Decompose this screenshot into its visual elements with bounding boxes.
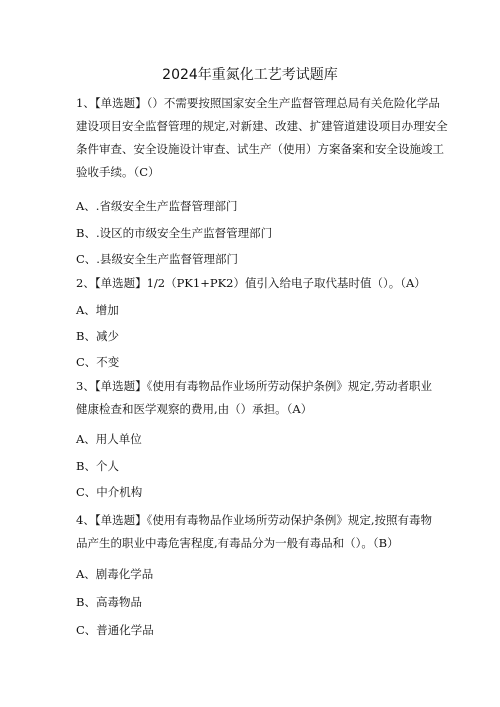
question-2-text [76, 272, 436, 295]
question-line: 2、【单选题】1/2（PK1+PK2）值引入给电子取代基时值（）。（A） [76, 276, 426, 290]
question-4-option-b: B、高毒物品 [76, 595, 142, 609]
page-title: 2024年重氮化工艺考试题库 [162, 67, 338, 83]
question-3-option-a: A、用人单位 [76, 432, 142, 446]
question-4-text [76, 509, 436, 555]
question-line: 条件审查、安全设施设计审查、试生产（使用）方案备案和安全设施竣工 [76, 142, 444, 156]
question-2-option-b: B、减少 [76, 329, 119, 343]
question-line: 3、【单选题】《使用有毒物品作业场所劳动保护条例》规定,劳动者职业 [76, 379, 432, 393]
question-1-option-a: A、.省级安全生产监督管理部门 [76, 199, 238, 213]
question-4-option-a: A、剧毒化学品 [76, 567, 154, 581]
question-1-option-b: B、.设区的市级安全生产监督管理部门 [76, 226, 273, 240]
question-line: 品产生的职业中毒危害程度,有毒品分为一般有毒品和（）。（B） [76, 536, 399, 550]
question-line: 1、【单选题】（）不需要按照国家安全生产监督管理总局有关危险化学品 [76, 96, 440, 110]
question-1-option-c: C、.县级安全生产监督管理部门 [76, 252, 238, 266]
question-2-option-a: A、增加 [76, 303, 119, 317]
question-3-option-b: B、个人 [76, 459, 119, 473]
question-3-text [76, 375, 436, 421]
question-line: 4、【单选题】《使用有毒物品作业场所劳动保护条例》规定,按照有毒物 [76, 513, 432, 527]
question-line: 建设项目安全监督管理的规定,对新建、改建、扩建管道建设项目办理安全 [76, 119, 448, 133]
question-line: 验收手续。（C） [76, 165, 160, 179]
question-1-text [76, 92, 448, 184]
question-2-option-c: C、不变 [76, 355, 120, 369]
question-4-option-c: C、普通化学品 [76, 623, 154, 637]
question-line: 健康检查和医学观察的费用,由（）承担。（A） [76, 402, 313, 416]
question-3-option-c: C、中介机构 [76, 485, 143, 499]
